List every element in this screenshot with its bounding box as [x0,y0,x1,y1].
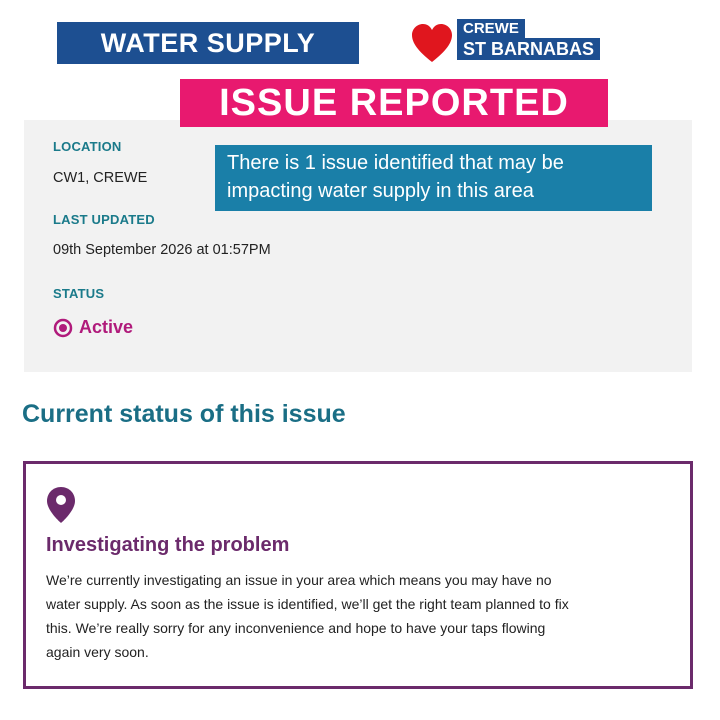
location-label: LOCATION [53,139,122,154]
section-heading: Current status of this issue [22,400,346,428]
last-updated-label: LAST UPDATED [53,212,155,227]
location-value: CW1, CREWE [53,170,148,186]
status-value: Active [79,317,134,337]
issue-reported-banner: ISSUE REPORTED [180,79,608,127]
issue-count-callout [215,145,652,211]
card-body [46,568,676,664]
status-label: STATUS [53,286,105,301]
card-body-line-4: again very soon. [46,644,149,660]
card-body-line-3: this. We’re really sorry for any inconvenience and hope to have your taps flowing [46,620,546,636]
logo-line-st-barnabas: ST BARNABAS [457,38,600,60]
location-pin-icon [46,486,76,524]
card-body-line-1: We’re currently investigating an issue in your area which means you may have no [46,572,552,588]
water-supply-banner: WATER SUPPLY [57,22,359,64]
heart-icon [410,22,454,66]
status-indicator [53,317,133,338]
status-active-icon [53,318,73,338]
card-body-line-2: water supply. As soon as the issue is identified, we’ll get the right team planned to fix [46,596,569,612]
logo-line-crewe: CREWE [457,19,525,38]
callout-line-1: There is 1 issue identified that may be [227,152,564,174]
callout-line-2: impacting water supply in this area [227,180,534,202]
card-title: Investigating the problem [46,534,290,556]
last-updated-value: 09th September 2026 at 01:57PM [53,242,271,258]
